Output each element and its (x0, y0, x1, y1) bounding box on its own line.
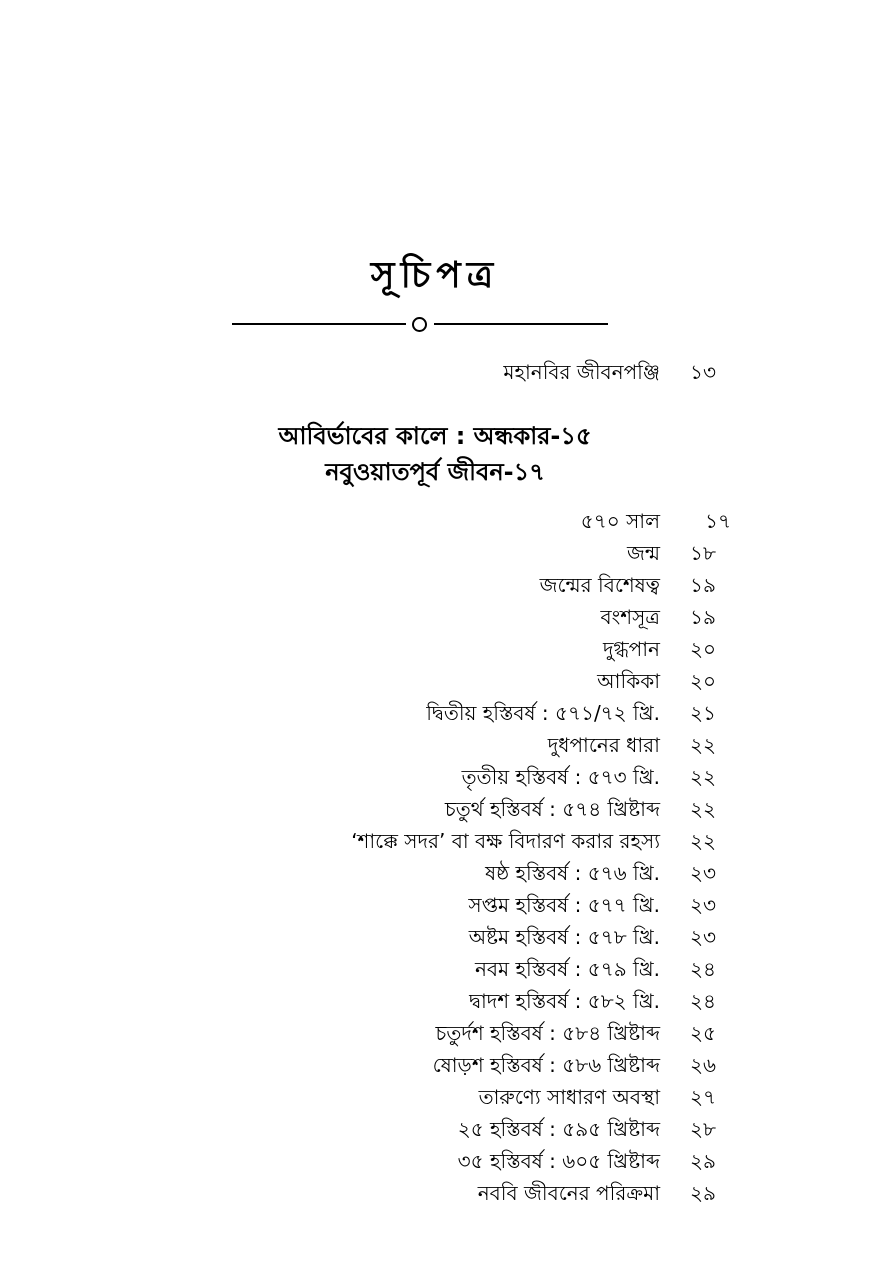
toc-entry[interactable] (0, 1177, 870, 1209)
toc-entry-page: ২৯ (690, 1149, 716, 1173)
toc-entry[interactable] (0, 889, 870, 921)
toc-entry-page: ২৬ (690, 1053, 717, 1077)
divider-line-right (434, 323, 608, 325)
toc-entry-title: দুগ্ধপান (602, 637, 660, 661)
toc-entry-title: তারুণ্যে সাধারণ অবস্থা (478, 1085, 660, 1109)
toc-entry[interactable] (0, 985, 870, 1017)
title-divider (232, 316, 608, 332)
toc-entry-title: চতুর্থ হস্তিবর্ষ : ৫৭৪ খ্রিষ্টাব্দ (444, 797, 660, 821)
toc-entry[interactable] (0, 1017, 870, 1049)
toc-entry-title: মহানবির জীবনপঞ্জি (503, 360, 660, 384)
toc-entry-page: ১৩ (690, 360, 716, 384)
toc-entry[interactable] (0, 729, 870, 761)
toc-entry-page: ২৪ (690, 989, 716, 1013)
toc-entry-title: ‘শাক্কে সদর’ বা বক্ষ বিদারণ করার রহস্য (351, 829, 660, 853)
toc-entry-title: চতুর্দশ হস্তিবর্ষ : ৫৮৪ খ্রিষ্টাব্দ (435, 1021, 660, 1045)
toc-entry[interactable] (0, 857, 870, 889)
toc-entry[interactable] (0, 761, 870, 793)
toc-entry-page: ২২ (690, 765, 717, 789)
toc-entry[interactable] (0, 921, 870, 953)
toc-entry-page: ২৩ (690, 861, 717, 885)
toc-entry-title: ২৫ হস্তিবর্ষ : ৫৯৫ খ্রিষ্টাব্দ (457, 1117, 660, 1141)
toc-entry-page: ১৯ (690, 573, 716, 597)
toc-entry-page: ২৩ (690, 925, 717, 949)
toc-entry[interactable] (0, 697, 870, 729)
divider-line-left (232, 323, 406, 325)
toc-entry-title: দুধপানের ধারা (547, 733, 660, 757)
toc-entry[interactable] (0, 665, 870, 697)
toc-entry-title: আকিকা (597, 669, 660, 693)
toc-entry-title: অষ্টম হস্তিবর্ষ : ৫৭৮ খ্রি. (468, 925, 660, 949)
toc-entry-page: ২৯ (690, 1181, 716, 1205)
toc-entry-title: জন্ম (626, 541, 660, 565)
toc-entry-title: দ্বাদশ হস্তিবর্ষ : ৫৮২ খ্রি. (469, 989, 660, 1013)
toc-entry[interactable] (0, 825, 870, 857)
toc-entry-intro[interactable] (0, 356, 870, 388)
toc-entry-page: ২০ (690, 669, 717, 693)
toc-entry-page: ২২ (690, 829, 717, 853)
section-heading-2[interactable]: নবুওয়াতপূর্ব জীবন-১৭ (325, 458, 545, 486)
toc-entry-title: দ্বিতীয় হস্তিবর্ষ : ৫৭১/৭২ খ্রি. (426, 701, 660, 725)
toc-entry[interactable] (0, 1081, 870, 1113)
toc-entry-title: ৫৭০ সাল (580, 509, 660, 533)
toc-entry-title: বংশসূত্র (600, 605, 660, 629)
toc-entry-page: ২১ (690, 701, 716, 725)
toc-entry-page: ২৭ (690, 1085, 717, 1109)
toc-entry[interactable] (0, 1049, 870, 1081)
toc-entry-title: নবম হস্তিবর্ষ : ৫৭৯ খ্রি. (474, 957, 660, 981)
toc-entry-page: ২২ (690, 797, 717, 821)
toc-entry[interactable] (0, 569, 870, 601)
page-title: সূচিপত্র (370, 255, 500, 296)
section-heading-1[interactable]: আবির্ভাবের কালে : অন্ধকার-১৫ (278, 422, 592, 450)
toc-entry-page: ২৩ (690, 893, 717, 917)
toc-entry[interactable] (0, 601, 870, 633)
toc-entry-page: ২৮ (690, 1117, 716, 1141)
toc-entry-title: তৃতীয় হস্তিবর্ষ : ৫৭৩ খ্রি. (461, 765, 660, 789)
toc-entry-page: ১৯ (690, 605, 716, 629)
toc-entry-page: ১৮ (690, 541, 716, 565)
toc-entry[interactable] (0, 1145, 870, 1177)
toc-entry-title: ষোড়শ হস্তিবর্ষ : ৫৮৬ খ্রিষ্টাব্দ (432, 1053, 660, 1077)
toc-entry[interactable] (0, 953, 870, 985)
toc-entry[interactable] (0, 1113, 870, 1145)
toc-entry[interactable] (0, 633, 870, 665)
toc-entry-page: ২২ (690, 733, 717, 757)
toc-entry-title: নববি জীবনের পরিক্রমা (477, 1181, 660, 1205)
toc-entry-page: ২৪ (690, 957, 716, 981)
toc-entry[interactable] (0, 537, 870, 569)
toc-entry-title: ৩৫ হস্তিবর্ষ : ৬০৫ খ্রিষ্টাব্দ (457, 1149, 660, 1173)
toc-entry[interactable] (0, 505, 870, 537)
toc-entry-page: ১৭ (705, 509, 731, 533)
toc-entry-title: জন্মের বিশেষত্ব (539, 573, 660, 597)
toc-entry-title: ষষ্ঠ হস্তিবর্ষ : ৫৭৬ খ্রি. (485, 861, 660, 885)
toc-entry-page: ২০ (690, 637, 717, 661)
divider-circle-ornament (412, 317, 427, 332)
toc-entry-page: ২৫ (690, 1021, 716, 1045)
toc-entry-title: সপ্তম হস্তিবর্ষ : ৫৭৭ খ্রি. (468, 893, 660, 917)
toc-entry[interactable] (0, 793, 870, 825)
